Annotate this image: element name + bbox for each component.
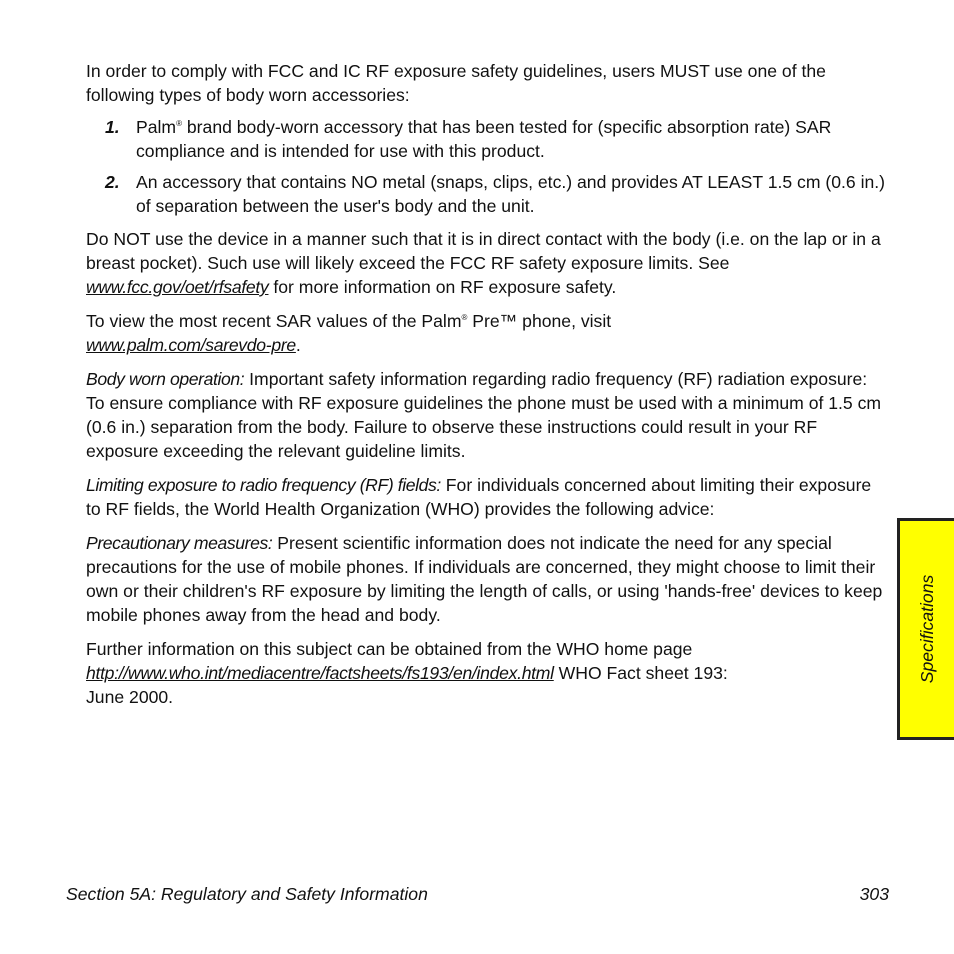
further-paragraph (86, 637, 886, 709)
section-side-tab (897, 518, 954, 740)
further-date: June 2000. (86, 687, 174, 707)
list-item-text: An accessory that contains NO metal (snaps, clips, etc.) and provides AT LEAST 1.5 cm (0.6 in.) of separation between the user's body and the unit. (136, 172, 886, 216)
body-worn-label: Body worn operation: (86, 369, 245, 389)
precautionary-paragraph (86, 531, 886, 627)
fcc-link[interactable]: www.fcc.gov/oet/rfsafety (86, 277, 269, 297)
list-item (86, 115, 886, 163)
direct-contact-after: for more information on RF exposure safety. (268, 277, 617, 297)
registered-mark: ® (461, 313, 468, 322)
sar-before: To view the most recent SAR values of the Palm (86, 311, 462, 331)
who-link[interactable]: http://www.who.int/mediacentre/factsheets/fs193/en/index.html (86, 663, 554, 683)
list-number: 1. (105, 117, 120, 137)
footer-section: Section 5A: Regulatory and Safety Information (66, 884, 428, 904)
page-content (86, 59, 886, 709)
palm-sar-link[interactable]: www.palm.com/sarevdo-pre (86, 335, 296, 355)
sar-end: . (295, 335, 301, 355)
intro-text: In order to comply with FCC and IC RF exposure safety guidelines, users MUST use one of the following types of body worn accessories: (86, 61, 826, 105)
limiting-text: For individuals concerned about limiting their exposure to RF fields, the World Health Organization (WHO) provides the following advice: (86, 475, 872, 519)
direct-contact-text: Do NOT use the device in a manner such that it is in direct contact with the body (i.e. on the lap or in a breast pocket). Such use will likely exceed the FCC RF safety exposure limits. See (86, 229, 881, 273)
direct-contact-paragraph (86, 227, 886, 299)
sar-paragraph (86, 309, 886, 357)
limiting-paragraph (86, 473, 886, 521)
further-after: WHO Fact sheet 193: (553, 663, 728, 683)
list-item-text: brand body-worn accessory that has been tested for (specific absorption rate) SAR compliance and is intended for use with this product. (136, 117, 832, 161)
registered-mark: ® (176, 119, 182, 128)
page-footer (66, 882, 889, 906)
further-text: Further information on this subject can be obtained from the WHO home page (86, 639, 693, 659)
limiting-label: Limiting exposure to radio frequency (RF) fields: (86, 475, 441, 495)
palm-brand: Palm (136, 117, 177, 137)
sar-after: Pre™ phone, visit (467, 311, 612, 331)
list-number: 2. (105, 172, 120, 192)
accessory-list (86, 115, 886, 218)
body-worn-text: Important safety information regarding radio frequency (RF) radiation exposure: To ensure compliance with RF exposure guidelines the phone must be used with a minimum of 1.5 cm (0.6 in.) separation from the body. Failure to observe these instructions could result in your RF exposure exceeding the relevant guideline limits. (86, 369, 882, 461)
body-worn-paragraph (86, 367, 886, 463)
side-tab-label: Specifications (917, 574, 937, 684)
intro-paragraph (86, 59, 886, 107)
precautionary-label: Precautionary measures: (86, 533, 273, 553)
precautionary-text: Present scientific information does not indicate the need for any special precautions for the use of mobile phones. If individuals are concerned, they might choose to limit their own or their children's RF exposure by limiting the length of calls, or using 'hands-free' devices to keep mobile phones away from the head and body. (86, 533, 883, 625)
page-number: 303 (859, 884, 889, 904)
list-item (86, 170, 886, 218)
